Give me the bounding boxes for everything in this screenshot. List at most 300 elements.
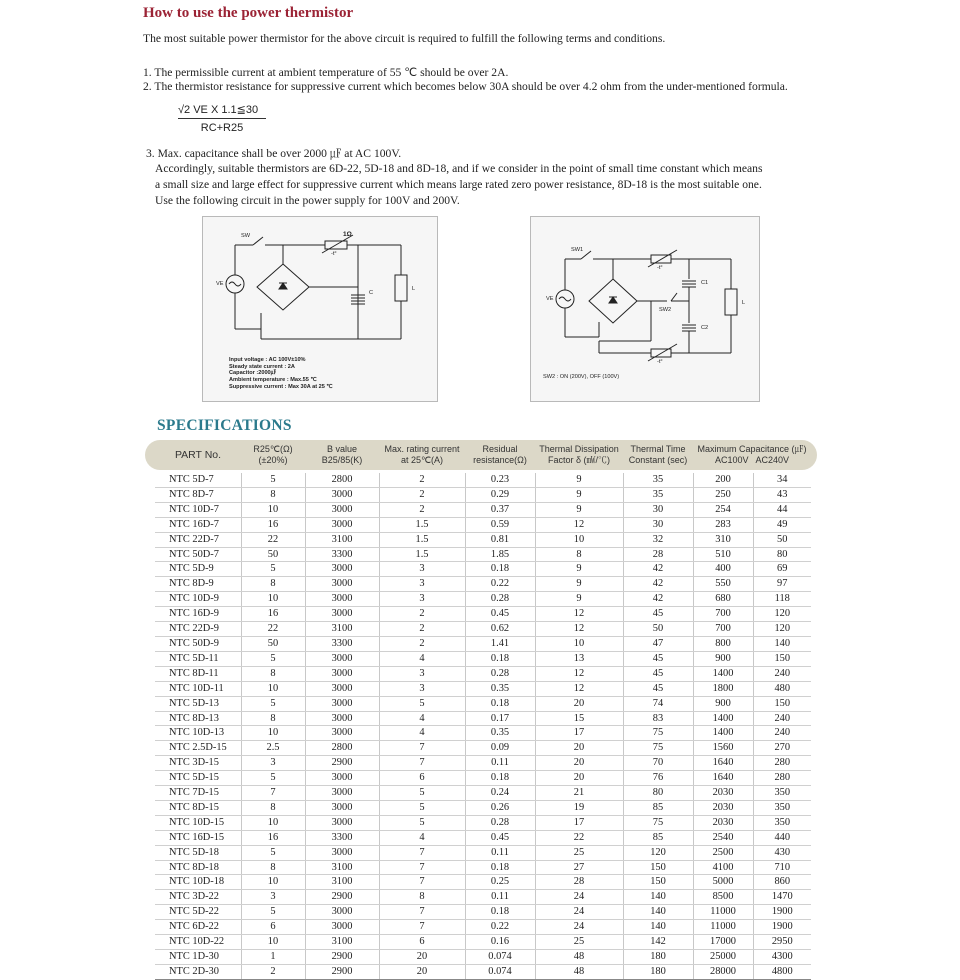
header-line: AC100V AC240V (714, 455, 790, 465)
table-cell: 1400 (693, 666, 753, 681)
table-cell: 19 (535, 800, 623, 815)
table-cell: 510 (693, 547, 753, 562)
header-line: Residual (482, 444, 518, 454)
table-cell: 254 (693, 502, 753, 517)
table-cell: 16 (241, 517, 305, 532)
table-cell: 12 (535, 666, 623, 681)
table-cell: 24 (535, 890, 623, 905)
table-cell: 3000 (305, 815, 379, 830)
table-cell: 0.074 (465, 950, 535, 965)
thermistor-label: -t° (331, 251, 337, 257)
table-cell: 7 (379, 860, 465, 875)
table-row (155, 607, 811, 622)
part-number-cell: NTC 5D-11 (155, 651, 241, 666)
table-cell: 42 (623, 592, 693, 607)
table-row (155, 666, 811, 681)
table-cell: 3000 (305, 681, 379, 696)
table-cell: 3100 (305, 532, 379, 547)
table-cell: 2 (379, 502, 465, 517)
switch-2-label: SW2 (659, 307, 672, 313)
table-cell: 10 (241, 592, 305, 607)
table-cell: 2 (379, 473, 465, 487)
table-cell: 7 (379, 920, 465, 935)
table-cell: 24 (535, 905, 623, 920)
table-cell: 12 (535, 681, 623, 696)
table-cell: 3000 (305, 696, 379, 711)
table-cell: 30 (623, 502, 693, 517)
table-cell: 0.45 (465, 830, 535, 845)
table-row (155, 860, 811, 875)
table-cell: 1400 (693, 726, 753, 741)
table-cell: 20 (379, 964, 465, 979)
table-cell: 3100 (305, 860, 379, 875)
table-cell: 28 (535, 875, 623, 890)
table-cell: 2900 (305, 950, 379, 965)
table-cell: 85 (623, 830, 693, 845)
table-cell: 8 (241, 711, 305, 726)
table-cell: 20 (535, 771, 623, 786)
table-cell: 2030 (693, 786, 753, 801)
table-cell: 3000 (305, 651, 379, 666)
table-row (155, 905, 811, 920)
table-cell: 10 (241, 875, 305, 890)
switch-label: SW (241, 233, 251, 239)
table-cell: 22 (241, 622, 305, 637)
table-cell: 2800 (305, 473, 379, 487)
table-cell: 240 (753, 726, 811, 741)
table-row (155, 741, 811, 756)
table-cell: 0.11 (465, 756, 535, 771)
table-cell: 120 (753, 622, 811, 637)
header-line: resistance(Ω) (473, 455, 527, 465)
table-cell: 1.5 (379, 517, 465, 532)
table-cell: 3000 (305, 487, 379, 502)
table-cell: 0.074 (465, 964, 535, 979)
resistance-label: 1Ω (343, 231, 352, 238)
table-cell: 3000 (305, 607, 379, 622)
table-cell: 3 (379, 577, 465, 592)
table-cell: 10 (241, 502, 305, 517)
table-cell: 480 (753, 681, 811, 696)
table-cell: 400 (693, 562, 753, 577)
table-cell: 2 (379, 607, 465, 622)
header-max-current (379, 440, 465, 470)
part-number-cell: NTC 8D-9 (155, 577, 241, 592)
header-line: at 25℃(A) (400, 455, 444, 465)
table-cell: 0.35 (465, 726, 535, 741)
table-cell: 50 (241, 547, 305, 562)
table-cell: 4100 (693, 860, 753, 875)
table-cell: 0.45 (465, 607, 535, 622)
table-cell: 3100 (305, 935, 379, 950)
table-row (155, 875, 811, 890)
table-cell: 2540 (693, 830, 753, 845)
table-cell: 12 (535, 517, 623, 532)
table-cell: 5 (241, 651, 305, 666)
table-cell: 8 (241, 666, 305, 681)
table-cell: 5 (379, 696, 465, 711)
table-cell: 16 (241, 607, 305, 622)
table-cell: 310 (693, 532, 753, 547)
table-row (155, 532, 811, 547)
table-cell: 2 (379, 636, 465, 651)
table-cell: 8 (379, 890, 465, 905)
part-number-cell: NTC 22D-9 (155, 622, 241, 637)
load-label: L (742, 300, 746, 306)
table-cell: 97 (753, 577, 811, 592)
table-cell: 12 (535, 607, 623, 622)
part-number-cell: NTC 1D-30 (155, 950, 241, 965)
capacitor-label: C (369, 290, 374, 296)
table-cell: 8 (535, 547, 623, 562)
table-cell: 240 (753, 666, 811, 681)
table-cell: 42 (623, 577, 693, 592)
table-cell: 0.37 (465, 502, 535, 517)
table-cell: 1560 (693, 741, 753, 756)
table-cell: 4 (379, 651, 465, 666)
table-cell: 5 (241, 696, 305, 711)
table-row (155, 800, 811, 815)
table-cell: 3000 (305, 800, 379, 815)
table-cell: 3000 (305, 666, 379, 681)
table-cell: 0.09 (465, 741, 535, 756)
circuit-diagram-100v (202, 216, 438, 402)
thermistor-2-label: -t° (657, 359, 663, 365)
circuit-2-note: SW2 : ON (200V), OFF (100V) (543, 374, 620, 380)
note-line: Input voltage : AC 100V±10% (229, 357, 306, 363)
table-cell: 45 (623, 681, 693, 696)
table-cell: 900 (693, 651, 753, 666)
table-cell: 120 (623, 845, 693, 860)
table-cell: 35 (623, 473, 693, 487)
table-cell: 1900 (753, 905, 811, 920)
table-header (145, 440, 817, 470)
table-row (155, 577, 811, 592)
part-number-cell: NTC 5D-13 (155, 696, 241, 711)
table-cell: 5 (379, 786, 465, 801)
table-cell: 1.5 (379, 532, 465, 547)
table-cell: 0.23 (465, 473, 535, 487)
table-cell: 2800 (305, 741, 379, 756)
load-label: L (412, 286, 416, 292)
table-cell: 0.17 (465, 711, 535, 726)
table-cell: 20 (535, 756, 623, 771)
header-b-value (305, 440, 379, 470)
table-cell: 8 (241, 577, 305, 592)
table-cell: 45 (623, 651, 693, 666)
switch-1-label: SW1 (571, 247, 584, 253)
table-cell: 74 (623, 696, 693, 711)
table-cell: 1640 (693, 771, 753, 786)
part-number-cell: NTC 8D-7 (155, 487, 241, 502)
part-number-cell: NTC 10D-11 (155, 681, 241, 696)
table-cell: 3100 (305, 875, 379, 890)
part-number-cell: NTC 22D-7 (155, 532, 241, 547)
part-number-cell: NTC 8D-15 (155, 800, 241, 815)
table-row (155, 473, 811, 487)
table-cell: 10 (241, 681, 305, 696)
header-line: Maximum Capacitance (㎌) (697, 444, 807, 454)
table-row (155, 696, 811, 711)
table-cell: 0.62 (465, 622, 535, 637)
table-cell: 150 (753, 651, 811, 666)
table-row (155, 651, 811, 666)
table-cell: 0.16 (465, 935, 535, 950)
table-cell: 680 (693, 592, 753, 607)
specifications-title: SPECIFICATIONS (157, 417, 292, 434)
table-cell: 22 (535, 830, 623, 845)
paragraph-3: Use the following circuit in the power supply for 100V and 200V. (155, 194, 460, 207)
table-cell: 3000 (305, 711, 379, 726)
table-row (155, 756, 811, 771)
table-cell: 140 (623, 920, 693, 935)
table-cell: 1.41 (465, 636, 535, 651)
table-cell: 27 (535, 860, 623, 875)
table-cell: 180 (623, 950, 693, 965)
table-cell: 7 (379, 845, 465, 860)
table-row (155, 964, 811, 979)
table-cell: 3000 (305, 726, 379, 741)
header-time-constant (623, 440, 693, 470)
table-cell: 2 (379, 622, 465, 637)
table-cell: 34 (753, 473, 811, 487)
table-cell: 35 (623, 487, 693, 502)
part-number-cell: NTC 5D-7 (155, 473, 241, 487)
table-cell: 0.18 (465, 696, 535, 711)
table-row (155, 890, 811, 905)
table-cell: 800 (693, 636, 753, 651)
header-line: B value (326, 444, 358, 454)
capacitor-2-label: C2 (701, 325, 709, 331)
part-number-cell: NTC 8D-18 (155, 860, 241, 875)
table-row (155, 815, 811, 830)
part-number-cell: NTC 5D-9 (155, 562, 241, 577)
table-cell: 6 (241, 920, 305, 935)
table-row (155, 681, 811, 696)
part-number-cell: NTC 10D-22 (155, 935, 241, 950)
part-number-cell: NTC 7D-15 (155, 786, 241, 801)
part-number-cell: NTC 10D-9 (155, 592, 241, 607)
part-number-cell: NTC 3D-15 (155, 756, 241, 771)
formula-denominator: RC+R25 (200, 122, 244, 134)
table-cell: 8 (241, 800, 305, 815)
table-cell: 8 (241, 860, 305, 875)
page-title: How to use the power thermistor (143, 5, 354, 21)
part-number-cell: NTC 50D-9 (155, 636, 241, 651)
table-cell: 3000 (305, 562, 379, 577)
table-row (155, 622, 811, 637)
table-cell: 0.11 (465, 845, 535, 860)
table-cell: 7 (379, 756, 465, 771)
table-cell: 50 (753, 532, 811, 547)
table-cell: 10 (241, 935, 305, 950)
part-number-cell: NTC 16D-7 (155, 517, 241, 532)
part-number-cell: NTC 10D-13 (155, 726, 241, 741)
part-number-cell: NTC 5D-22 (155, 905, 241, 920)
table-cell: 6 (379, 771, 465, 786)
table-cell: 250 (693, 487, 753, 502)
table-cell: 7 (379, 875, 465, 890)
table-cell: 200 (693, 473, 753, 487)
header-residual (465, 440, 535, 470)
table-cell: 7 (241, 786, 305, 801)
table-cell: 5 (379, 815, 465, 830)
table-cell: 0.26 (465, 800, 535, 815)
table-cell: 0.18 (465, 905, 535, 920)
formula-numerator: √2 VE X 1.1≦30 (178, 103, 266, 119)
note-line: Ambient temperature : Max.55 ℃ (229, 377, 317, 384)
table-cell: 22 (241, 532, 305, 547)
table-cell: 25 (535, 935, 623, 950)
table-cell: 32 (623, 532, 693, 547)
condition-1: 1. The permissible current at ambient temperature of 55 ℃ should be over 2A. (143, 66, 509, 79)
capacitor-1-label: C1 (701, 280, 709, 286)
table-cell: 83 (623, 711, 693, 726)
table-cell: 3 (379, 681, 465, 696)
part-number-cell: NTC 16D-9 (155, 607, 241, 622)
table-cell: 3000 (305, 905, 379, 920)
header-dissipation (535, 440, 623, 470)
table-cell: 3300 (305, 636, 379, 651)
table-cell: 900 (693, 696, 753, 711)
intro-text: The most suitable power thermistor for the above circuit is required to fulfill the following terms and conditions. (143, 32, 666, 45)
table-cell: 1470 (753, 890, 811, 905)
table-cell: 3000 (305, 786, 379, 801)
table-cell: 69 (753, 562, 811, 577)
table-cell: 0.18 (465, 562, 535, 577)
table-cell: 47 (623, 636, 693, 651)
table-cell: 3100 (305, 622, 379, 637)
table-cell: 75 (623, 726, 693, 741)
table-cell: 860 (753, 875, 811, 890)
table-cell: 2030 (693, 800, 753, 815)
table-cell: 10 (241, 815, 305, 830)
specifications-table (155, 473, 811, 980)
source-label: VE (546, 296, 554, 302)
table-cell: 5 (241, 845, 305, 860)
table-cell: 0.28 (465, 666, 535, 681)
table-cell: 5000 (693, 875, 753, 890)
table-cell: 3300 (305, 830, 379, 845)
table-cell: 180 (623, 964, 693, 979)
table-cell: 5 (241, 562, 305, 577)
note-line: Steady state current : 2A (229, 363, 295, 370)
header-line: R25℃(Ω) (253, 444, 293, 454)
part-number-cell: NTC 3D-22 (155, 890, 241, 905)
table-cell: 75 (623, 741, 693, 756)
table-row (155, 711, 811, 726)
table-cell: 1.85 (465, 547, 535, 562)
table-cell: 350 (753, 786, 811, 801)
table-cell: 50 (623, 622, 693, 637)
table-cell: 10 (535, 532, 623, 547)
circuit-1-notes (229, 357, 333, 391)
paragraph-2: a small size and large effect for suppressive current which means large rated zero power resistance, 8D-18 is the most suitable one. (155, 178, 762, 191)
formula (178, 103, 266, 134)
header-line: Factor δ (㎽/℃) (547, 455, 610, 465)
table-cell: 0.29 (465, 487, 535, 502)
table-cell: 2900 (305, 964, 379, 979)
table-cell: 4 (379, 830, 465, 845)
part-number-cell: NTC 5D-18 (155, 845, 241, 860)
table-cell: 8500 (693, 890, 753, 905)
part-number-cell: NTC 10D-18 (155, 875, 241, 890)
table-cell: 76 (623, 771, 693, 786)
table-row (155, 920, 811, 935)
table-cell: 42 (623, 562, 693, 577)
circuit-diagram-200v (530, 216, 760, 402)
table-cell: 4300 (753, 950, 811, 965)
table-cell: 240 (753, 711, 811, 726)
table-cell: 270 (753, 741, 811, 756)
table-cell: 17 (535, 726, 623, 741)
table-cell: 17000 (693, 935, 753, 950)
table-cell: 3000 (305, 771, 379, 786)
source-label: VE (216, 281, 224, 287)
table-row (155, 771, 811, 786)
table-cell: 50 (241, 636, 305, 651)
table-cell: 85 (623, 800, 693, 815)
table-cell: 3 (379, 666, 465, 681)
table-cell: 10 (241, 726, 305, 741)
table-cell: 430 (753, 845, 811, 860)
table-row (155, 502, 811, 517)
header-line: Thermal Time (630, 444, 686, 454)
table-cell: 12 (535, 622, 623, 637)
table-cell: 3 (241, 890, 305, 905)
table-cell: 70 (623, 756, 693, 771)
table-cell: 0.11 (465, 890, 535, 905)
part-number-cell: NTC 6D-22 (155, 920, 241, 935)
table-cell: 43 (753, 487, 811, 502)
table-cell: 3300 (305, 547, 379, 562)
table-cell: 0.35 (465, 681, 535, 696)
table-cell: 45 (623, 607, 693, 622)
table-cell: 7 (379, 905, 465, 920)
thermistor-1-label: -t° (657, 265, 663, 271)
table-row (155, 547, 811, 562)
table-cell: 80 (623, 786, 693, 801)
table-cell: 20 (535, 696, 623, 711)
part-number-cell: NTC 2D-30 (155, 964, 241, 979)
header-max-capacitance (693, 440, 811, 470)
table-cell: 25000 (693, 950, 753, 965)
table-cell: 6 (379, 935, 465, 950)
table-cell: 5 (241, 771, 305, 786)
table-cell: 280 (753, 756, 811, 771)
condition-3: 3. Max. capacitance shall be over 2000 ㎌ at AC 100V. (146, 147, 402, 160)
table-cell: 2900 (305, 890, 379, 905)
table-cell: 30 (623, 517, 693, 532)
table-cell: 350 (753, 800, 811, 815)
table-cell: 10 (535, 636, 623, 651)
table-cell: 0.28 (465, 815, 535, 830)
part-number-cell: NTC 8D-13 (155, 711, 241, 726)
part-number-cell: NTC 8D-11 (155, 666, 241, 681)
table-cell: 0.81 (465, 532, 535, 547)
paragraph-1: Accordingly, suitable thermistors are 6D-22, 5D-18 and 8D-18, and if we consider in the point of small time constant which means (155, 162, 763, 175)
table-cell: 0.28 (465, 592, 535, 607)
part-number-cell: NTC 50D-7 (155, 547, 241, 562)
table-cell: 118 (753, 592, 811, 607)
table-cell: 2 (241, 964, 305, 979)
table-row (155, 517, 811, 532)
table-cell: 5 (241, 473, 305, 487)
table-cell: 0.25 (465, 875, 535, 890)
table-cell: 3000 (305, 502, 379, 517)
part-number-cell: NTC 2.5D-15 (155, 741, 241, 756)
table-cell: 0.59 (465, 517, 535, 532)
